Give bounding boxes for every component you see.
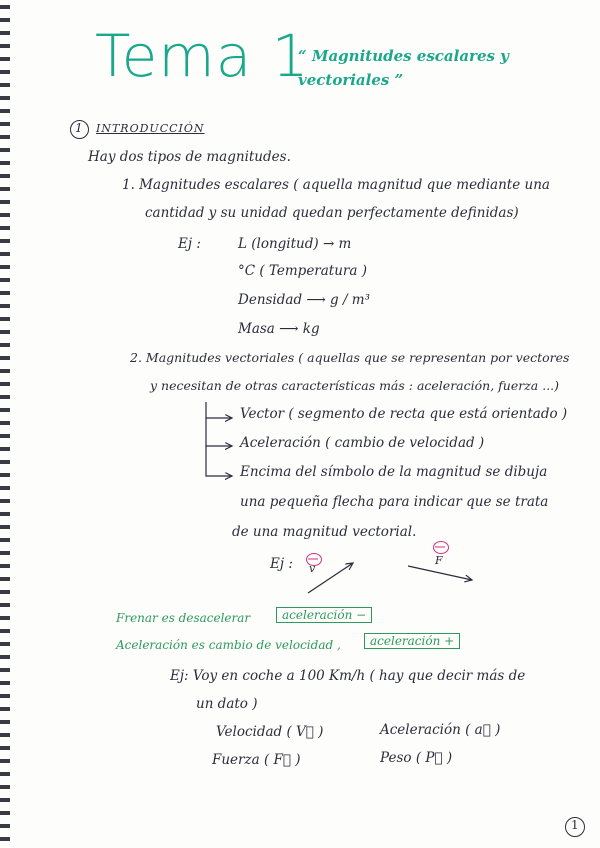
quantity-weight: Peso ( P⃗ ) <box>380 750 453 766</box>
vector-example-label: Ej : <box>270 556 293 572</box>
scalar-example-mass: Masa ⟶ kg <box>238 321 320 337</box>
intro-line: Hay dos tipos de magnitudes. <box>88 149 291 165</box>
quantity-acceleration: Aceleración ( a⃗ ) <box>380 722 501 738</box>
tree-connector-acceleration <box>206 418 232 446</box>
note-acceleration: Aceleración es cambio de velocidad , <box>116 638 341 652</box>
section-heading: INTRODUCCIÓN <box>96 122 205 135</box>
vector-notation-cont2: de una magnitud vectorial. <box>232 524 417 540</box>
scalar-definition-line1: 1. Magnitudes escalares ( aquella magnitud que mediante una <box>122 177 550 193</box>
page-number: 1 <box>571 818 579 832</box>
scalar-example-length: L (longitud) → m <box>238 236 352 252</box>
vector-item-notation: Encima del símbolo de la magnitud se dibuja <box>240 464 548 480</box>
scalar-definition-line2: cantidad y su unidad quedan perfectamente definidas) <box>145 205 519 221</box>
quantity-force: Fuerza ( F⃗ ) <box>212 752 301 768</box>
vector-arrow-horizontal <box>408 566 472 580</box>
vector-notation-cont1: una pequeña flecha para indicar que se trata <box>240 494 549 510</box>
scalar-example-density: Densidad ⟶ g / m³ <box>238 292 371 308</box>
note-braking-box: aceleración − <box>276 607 372 623</box>
note-braking: Frenar es desacelerar <box>116 611 251 625</box>
vector-arrow-diagonal <box>308 563 353 593</box>
vector-definition-line1: 2. Magnitudes vectoriales ( aquellas que se representan por vectores <box>130 350 570 365</box>
tree-connector-vector <box>206 402 232 418</box>
symbol-f: F <box>435 554 443 567</box>
note-acceleration-box: aceleración + <box>364 633 460 649</box>
page-subtitle: “ Magnitudes escalares y vectoriales ” <box>298 47 509 89</box>
page-title: Tema 1 <box>95 22 310 90</box>
scalar-example-temperature: °C ( Temperatura ) <box>238 263 367 279</box>
vector-item-acceleration: Aceleración ( cambio de velocidad ) <box>240 435 485 451</box>
vector-item-vector: Vector ( segmento de recta que está orientado ) <box>240 406 568 422</box>
section-number: 1 <box>75 121 83 135</box>
scalar-example-label: Ej : <box>178 236 201 252</box>
car-example-line2: un dato ) <box>196 696 258 712</box>
symbol-v: v <box>309 562 316 575</box>
car-example-line1: Ej: Voy en coche a 100 Km/h ( hay que decir más de <box>170 668 526 684</box>
tree-connector-notation <box>206 446 232 476</box>
quantity-velocity: Velocidad ( V⃗ ) <box>216 724 324 740</box>
vector-definition-line2: y necesitan de otras características más : aceleración, fuerza ...) <box>150 378 560 393</box>
